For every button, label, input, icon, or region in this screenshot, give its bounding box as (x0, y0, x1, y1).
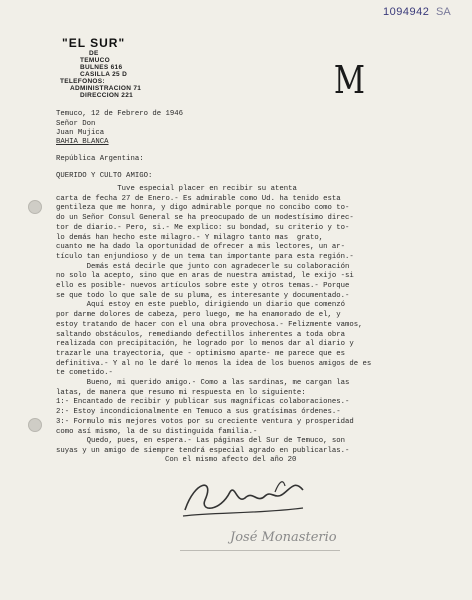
letter-body-line: lo demás han hecho este milagro.- Y milagro tanto mas grato, (56, 233, 324, 242)
letter-body-line: Tuve especial placer en recibir su atenta (56, 185, 297, 193)
letter-body-line: carta de fecha 27 de Enero.- Es admirable como Ud. ha tenido esta (56, 194, 341, 203)
letterhead-phones: TELEFONOS: (60, 78, 105, 85)
archive-mark: SA (436, 6, 451, 18)
letter-body-line: no solo la acepto, sino que en aras de nuestra amistad, le exijo -si (56, 272, 354, 281)
letter-salutation: Señor Don (56, 120, 96, 128)
letter-body-line: saltando obstáculos, remediando defectillos inherentes a toda obra (56, 330, 346, 339)
punch-hole-bottom (28, 418, 42, 432)
letter-body-line: 2:- Estoy incondicionalmente en Temuco a sus gratísimas órdenes.- (56, 408, 341, 417)
letter-body-line: Aquí estoy en este pueblo, dirigiendo un diario que comenzó (56, 301, 346, 310)
punch-hole-top (28, 200, 42, 214)
letter-body-line: te cometido.- (56, 369, 113, 378)
letter-recipient: Juan Mujica (56, 129, 105, 137)
letter-body-line: tor de diario.- Pero, si.- Me explico: su bondad, su criterio y to- (56, 223, 350, 232)
letter-body-line: como así mismo, la de su distinguida familia.- (56, 427, 258, 436)
letter-body-line: cuanto me ha dado la oportunidad de ofrecer a mis lectores, un ar- (56, 243, 346, 252)
letter-body-line: do un Señor Consul General se ha preocupado de un modestísimo direc- (56, 214, 354, 223)
letter-body-line: 3:- Formulo mis mejores votos por su creciente ventura y prosperidad (56, 417, 354, 426)
letterhead-city: TEMUCO (80, 57, 110, 64)
letter-body-line: definitiva.- Y al no le daré lo menos la idea de los buenos amigos de es (56, 359, 372, 368)
letter-body-line: Quedo, pues, en espera.- Las páginas del Sur de Temuco, son (56, 437, 346, 446)
letterhead-name: "EL SUR" (62, 36, 126, 50)
letter-body-line: por darme dolores de cabeza, pero luego, me ha enamorado de el, y (56, 311, 341, 320)
letter-body-line: realizada con precipitación, he logrado por lo menos dar al diario y (56, 340, 354, 349)
letterhead-of: DE (89, 50, 99, 57)
letter-body-line: trazarle una trayectoria, que - optimismo aparte- me parece que es (56, 349, 346, 358)
letterhead-box: CASILLA 25 D (80, 71, 128, 78)
letter-body-line: 1:- Encantado de recibir y publicar sus magníficas colaboraciones.- (56, 398, 350, 407)
signature-scribble (175, 470, 325, 525)
letter-body-line: estoy tratando de hacer con el una obra provechosa.- Felizmente vamos, (56, 320, 363, 329)
letter-body-line: gentileza que me honra, y digo admirable porque no concibo como to- (56, 204, 350, 213)
letter-body-line: tículo tan enjundioso y de un tema tan importante para esta región.- (56, 252, 354, 261)
signature-line (180, 550, 340, 551)
letter-body-line: Bueno, mi querido amigo.- Como a las sardinas, me cargan las (56, 379, 350, 387)
letterhead-direction: DIRECCION 221 (80, 92, 134, 99)
letter-date: Temuco, 12 de Febrero de 1946 (56, 110, 183, 118)
archive-number: 1094942 (383, 6, 430, 18)
letter-body-line: suyas y un amigo de siempre tendrá especial agrado en publicarlas.- (56, 446, 350, 455)
letter-city: BAHIA BLANCA (56, 138, 109, 146)
letter-greeting: QUERIDO Y CULTO AMIGO: (56, 172, 153, 180)
letterhead-address: BULNES 616 (80, 64, 123, 71)
letter-closing: Con el mismo afecto del año 20 (165, 456, 297, 464)
letter-body-line: Demás está decirle que junto con agradecerle su colaboración (56, 262, 350, 271)
signature-name: José Monasterio (230, 530, 337, 545)
handwritten-initial: M (333, 58, 366, 102)
letter-body-line: se que todo lo que sale de su pluma, es interesante y documentado.- (56, 291, 350, 300)
letter-body-line: ello es posible- nuevos artículos sobre este y otros temas.- Porque (56, 282, 350, 290)
letter-country: República Argentina: (56, 155, 144, 163)
letter-body-line: latas, de manera que resumo mi respuesta en lo siguiente: (56, 388, 306, 397)
letterhead-admin: ADMINISTRACION 71 (70, 85, 142, 92)
